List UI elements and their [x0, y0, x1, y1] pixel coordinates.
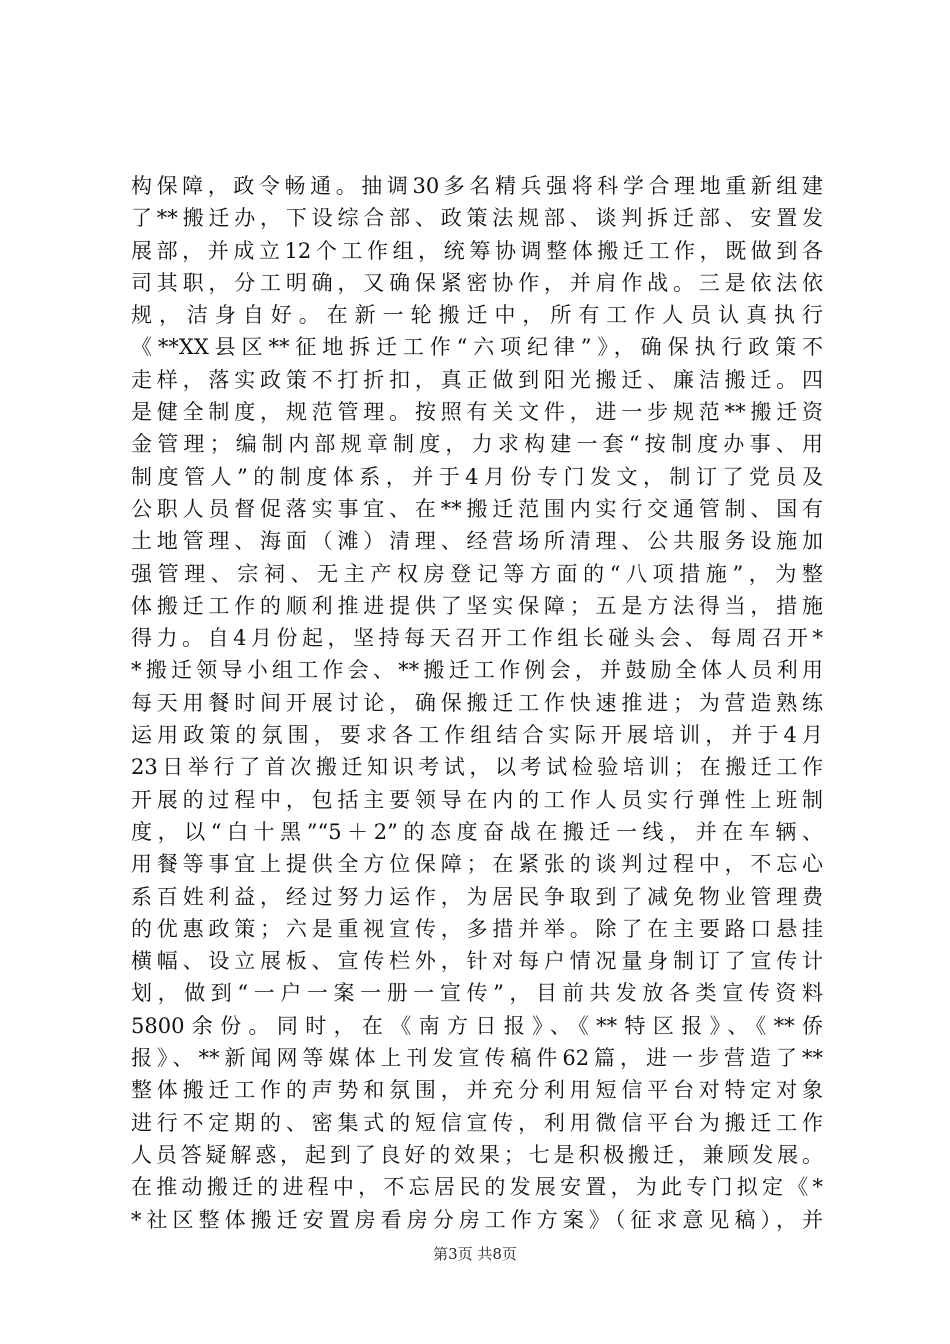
text-line: 得力。自4月份起，坚持每天召开工作组长碰头会、每周召开* [131, 626, 823, 651]
text-line: 是健全制度，规范管理。按照有关文件，进一步规范**搬迁资 [131, 400, 823, 425]
text-line: 报》、**新闻网等媒体上刊发宣传稿件62篇，进一步营造了** [131, 1046, 823, 1071]
text-line: 强管理、宗祠、无主产权房登记等方面的“八项措施”，为整 [131, 561, 823, 586]
text-line: 体搬迁工作的顺利推进提供了坚实保障；五是方法得当，措施 [131, 593, 823, 618]
text-line: 构保障，政令畅通。抽调30多名精兵强将科学合理地重新组建 [131, 174, 823, 198]
text-line: 人员答疑解惑，起到了良好的效果；七是积极搬迁，兼顾发展。 [131, 1142, 823, 1167]
text-line: 用餐等事宜上提供全方位保障；在紧张的谈判过程中，不忘心 [131, 852, 823, 877]
text-line: 《**XX县区**征地拆迁工作“六项纪律”》，确保执行政策不 [131, 335, 823, 360]
text-line: 进行不定期的、密集式的短信宣传，利用微信平台为搬迁工作 [131, 1110, 823, 1135]
text-line: *社区整体搬迁安置房看房分房工作方案》（征求意见稿），并 [131, 1207, 823, 1232]
text-line: 的优惠政策；六是重视宣传，多措并举。除了在主要路口悬挂 [131, 916, 823, 941]
text-line: *搬迁领导小组工作会、**搬迁工作例会，并鼓励全体人员利用 [131, 658, 823, 683]
text-line: 金管理；编制内部规章制度，力求构建一套“按制度办事、用 [131, 432, 823, 457]
text-line: 系百姓利益，经过努力运作，为居民争取到了减免物业管理费 [131, 884, 823, 909]
text-line: 横幅、设立展板、宣传栏外，针对每户情况量身制订了宣传计 [131, 949, 823, 974]
text-line: 开展的过程中，包括主要领导在内的工作人员实行弹性上班制 [131, 787, 823, 812]
page-footer: 第3页 共8页 [433, 1245, 517, 1263]
text-line: 在推动搬迁的进程中，不忘居民的发展安置，为此专门拟定《* [131, 1175, 823, 1200]
text-line: 公职人员督促落实事宜、在**搬迁范围内实行交通管制、国有 [131, 496, 823, 521]
text-line: 度，以“白十黑”“5＋2”的态度奋战在搬迁一线，并在车辆、 [131, 819, 823, 844]
text-line: 划，做到“一户一案一册一宣传”，目前共发放各类宣传资料 [131, 981, 823, 1006]
text-line: 展部，并成立12个工作组，统筹协调整体搬迁工作，既做到各 [131, 238, 823, 263]
text-line: 整体搬迁工作的声势和氛围，并充分利用短信平台对特定对象 [131, 1078, 823, 1103]
text-line: 司其职，分工明确，又确保紧密协作，并肩作战。三是依法依 [131, 270, 823, 295]
text-line: 制度管人”的制度体系，并于4月份专门发文，制订了党员及 [131, 464, 823, 489]
text-line: 5800余份。同时，在《南方日报》、《**特区报》、《**侨 [131, 1013, 823, 1038]
body-text [131, 170, 823, 1236]
text-line: 23日举行了首次搬迁知识考试，以考试检验培训；在搬迁工作 [131, 755, 823, 780]
text-line: 每天用餐时间开展讨论，确保搬迁工作快速推进；为营造熟练 [131, 690, 823, 715]
text-line: 运用政策的氛围，要求各工作组结合实际开展培训，并于4月 [131, 723, 823, 748]
text-line: 了**搬迁办，下设综合部、政策法规部、谈判拆迁部、安置发 [131, 206, 823, 231]
text-line: 规，洁身自好。在新一轮搬迁中，所有工作人员认真执行 [131, 303, 823, 328]
text-line: 土地管理、海面（滩）清理、经营场所清理、公共服务设施加 [131, 529, 823, 554]
text-line: 走样，落实政策不打折扣，真正做到阳光搬迁、廉洁搬迁。四 [131, 367, 823, 392]
